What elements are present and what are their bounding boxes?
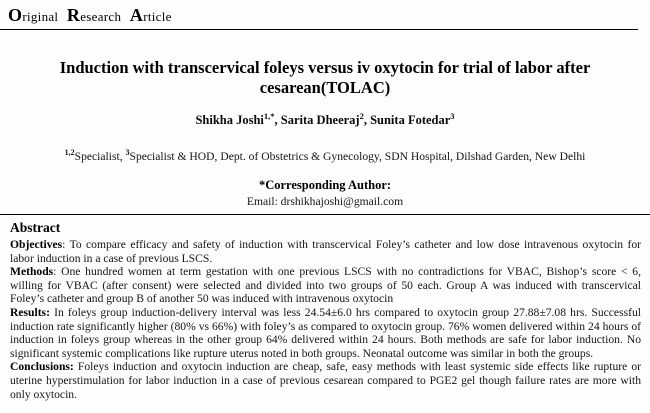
author-separator: , xyxy=(274,113,281,128)
abstract-results-paragraph xyxy=(10,306,641,360)
abstract-objectives-paragraph xyxy=(10,238,641,265)
header-word xyxy=(130,5,172,26)
abstract-methods-text: One hundred women at term gestation with one previous LSCS with no contradictions for VBAC, Bishop’s score < 6, willing for VBAC (after consent) were selected and divided into two groups of 50 each. Group A was induced with transcervical Foley’s catheter and group B of another 50 was induced with intravenous oxytocin xyxy=(10,265,641,306)
corresponding-author-label: *Corresponding Author: xyxy=(258,178,392,193)
abstract-divider xyxy=(0,214,650,215)
abstract-methods-sep: : xyxy=(53,265,62,279)
header-divider xyxy=(0,29,638,30)
abstract-objectives-label: Objectives xyxy=(10,238,63,252)
paper-title xyxy=(20,58,630,98)
header-word-rest: rticle xyxy=(143,9,172,24)
author-superscript: 2 xyxy=(359,111,364,121)
header-initial: A xyxy=(129,5,144,25)
author-superscript: 1,* xyxy=(263,111,275,121)
header-word-rest: esearch xyxy=(80,9,122,24)
authors-line xyxy=(0,111,650,128)
affiliation-text: Specialist, xyxy=(74,150,126,164)
abstract-methods-label: Methods xyxy=(10,265,54,279)
header-initial: O xyxy=(8,5,23,25)
abstract-results-text: In foleys group induction-delivery interval was less 24.54±6.0 hrs compared to oxytocin group 27.88±7.08 hrs. Successful induction rate significantly higher (80% vs 66%) with foley’s as compared to oxytocin group. 76% women delivered within 24 hours of induction in foleys group whereas in the other group 64% delivered within 24 hours. Both methods are safe for labor induction. No significant systemic complications like rupture uterus noted in both groups. Neonatal outcome was similar in both the groups. xyxy=(10,305,641,360)
affiliation-superscript: 3 xyxy=(125,148,130,158)
header-word-rest: riginal xyxy=(22,9,59,24)
header-word xyxy=(8,5,58,26)
abstract-heading: Abstract xyxy=(10,220,61,236)
abstract-results-label: Results: xyxy=(10,305,50,319)
author-separator: , xyxy=(363,113,371,128)
affiliation-superscript: 1,2 xyxy=(64,148,75,158)
affiliation-line xyxy=(0,148,650,163)
author-superscript: 3 xyxy=(450,111,455,121)
abstract-objectives-sep: : xyxy=(62,238,70,252)
author-name: Sarita Dheeraj xyxy=(280,113,360,128)
abstract-conclusions-text: Foleys induction and oxytocin induction are cheap, safe, easy methods with least systemic side effects like rupture or uterine hyperstimulation for labor induction in a case of previous cesarean compared to PGE2 gel though failure rates are more with only oxytocin. xyxy=(10,360,641,401)
abstract-body xyxy=(10,238,641,401)
header-word xyxy=(67,5,121,26)
author-name: Shikha Joshi xyxy=(195,113,264,128)
abstract-objectives-text: To compare efficacy and safety of induction with transcervical Foley’s catheter and low dose intravenous oxytocin for labor induction in a case of previous LSCS. xyxy=(10,238,641,265)
abstract-methods-paragraph xyxy=(10,265,641,306)
header-initial: R xyxy=(66,5,81,25)
abstract-conclusions-paragraph xyxy=(10,360,641,401)
paper-title-line1: Induction with transcervical foleys versus iv oxytocin for trial of labor after xyxy=(59,58,591,77)
abstract-conclusions-label: Conclusions: xyxy=(10,360,74,374)
affiliation-text: Specialist & HOD, Dept. of Obstetrics & Gynecology, SDN Hospital, Dilshad Garden, New Delhi xyxy=(129,150,586,164)
article-type-header xyxy=(0,0,650,26)
corresponding-author-email: Email: drshikhajoshi@gmail.com xyxy=(246,195,404,209)
author-name: Sunita Fotedar xyxy=(370,113,451,128)
paper-title-line2: cesarean(TOLAC) xyxy=(259,78,391,97)
